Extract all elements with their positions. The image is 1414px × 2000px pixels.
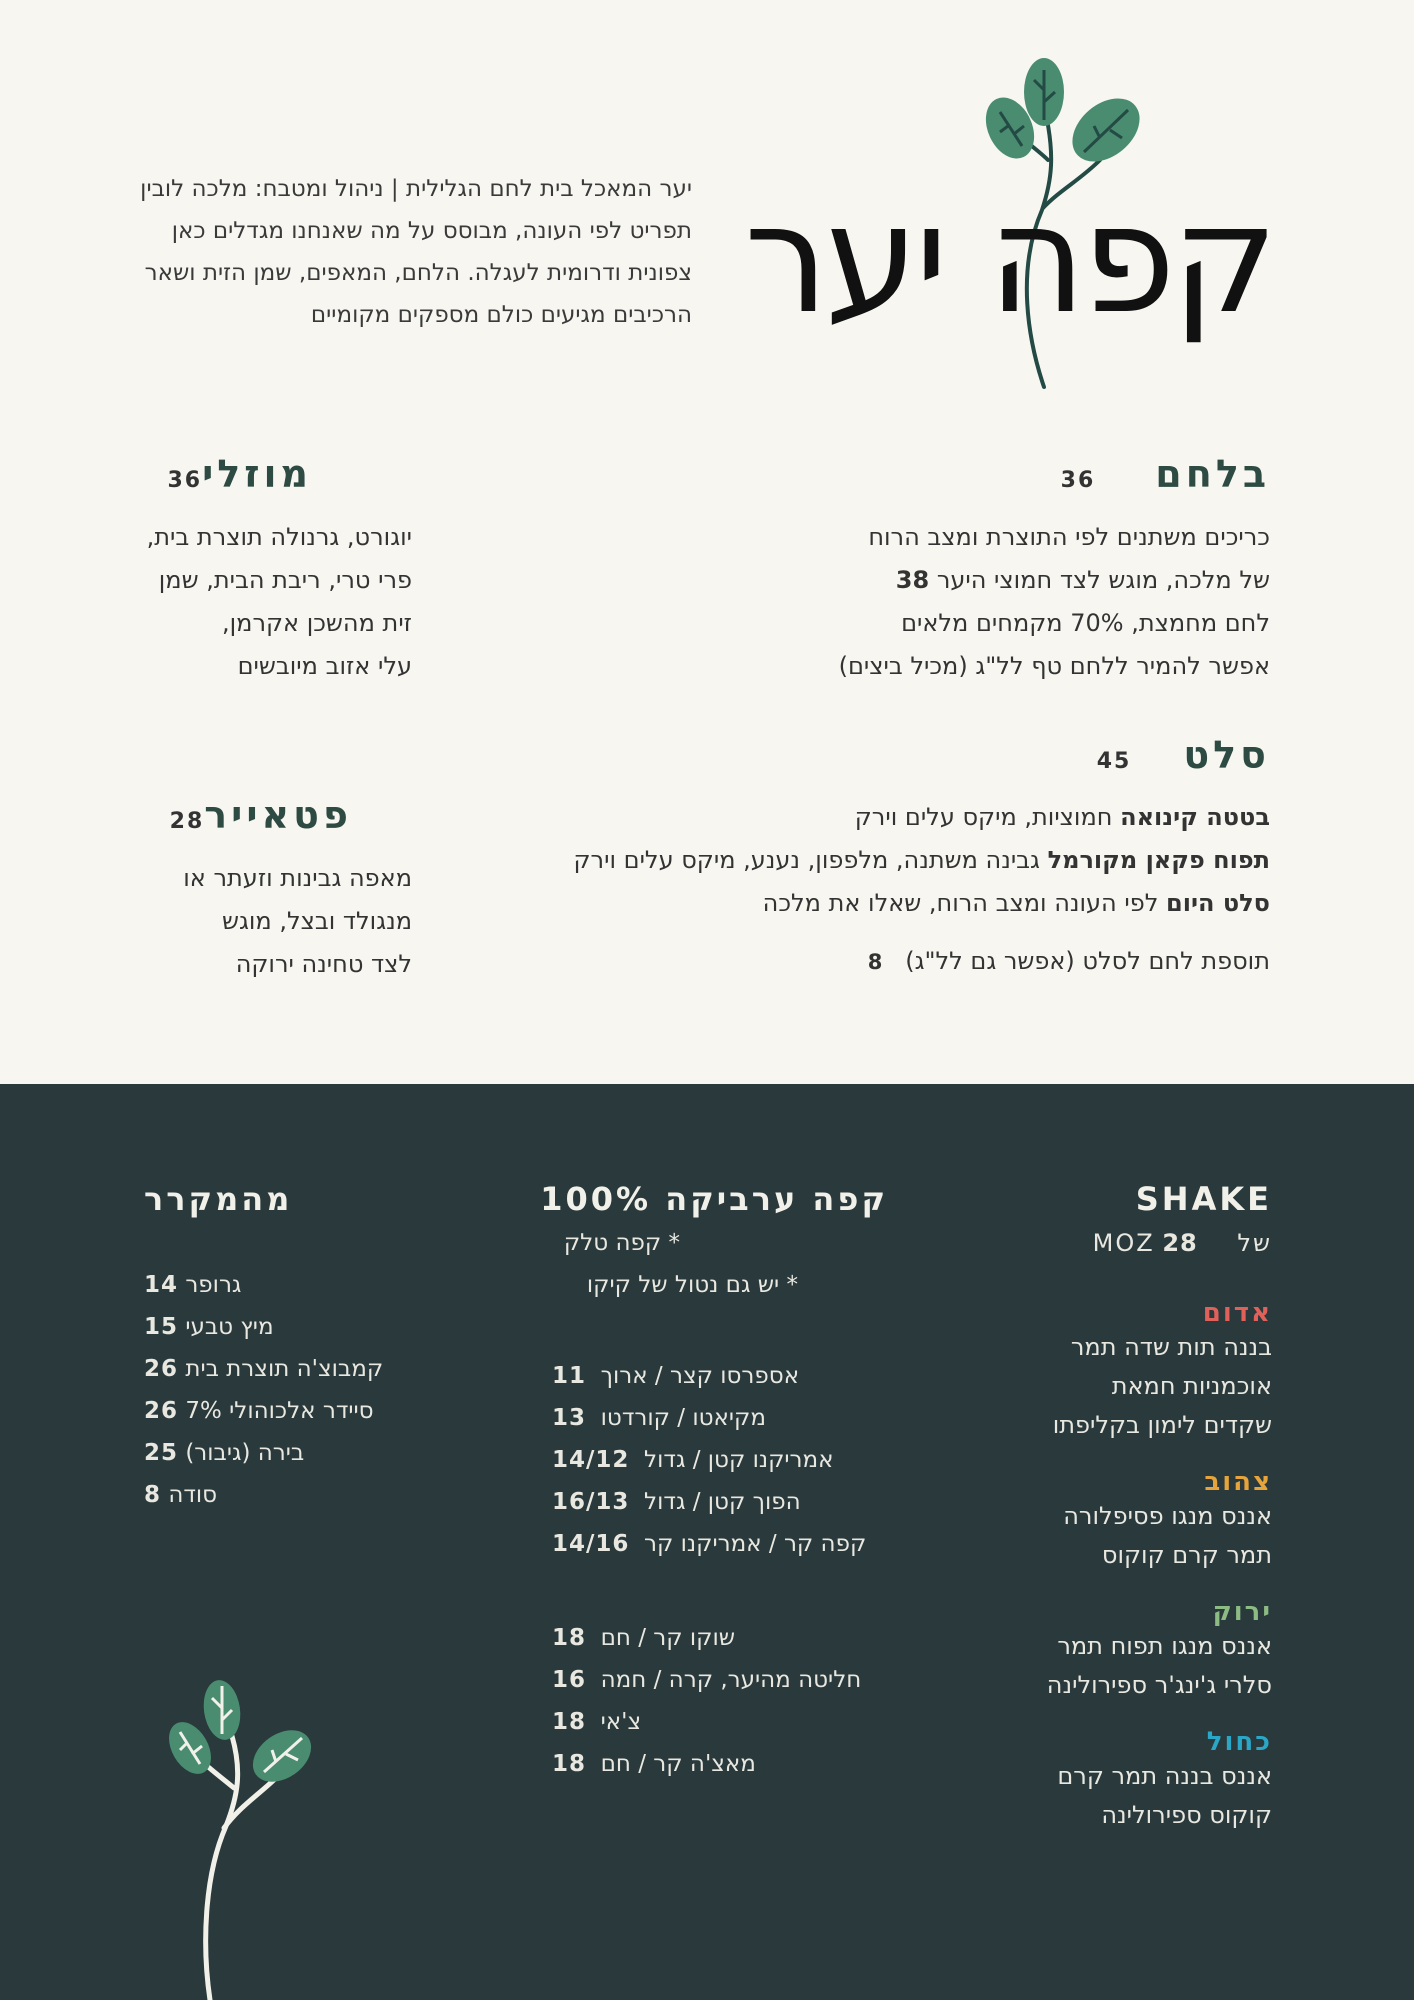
coffee-list <box>552 1355 892 1785</box>
salad-section-header <box>870 733 1270 777</box>
salad-item: סלט היום לפי העונה ומצב הרוח, שאלו את מלכה <box>762 889 1270 917</box>
bread-line: אפשר להמיר ללחם טף לל"ג (מכיל ביצים) <box>838 652 1270 680</box>
muesli-line: זית מהשכן אקרמן, <box>221 609 412 637</box>
shake-group-title: אדום <box>1202 1298 1272 1328</box>
shake-line: אננס מנגו פסיפלורה <box>1063 1502 1272 1530</box>
shake-group-yellow <box>952 1467 1272 1575</box>
shake-subtitle-row <box>972 1222 1272 1264</box>
fridge-item: 26 קמבוצ'ה תוצרת בית <box>144 1356 384 1382</box>
shake-line: אננס מנגו תפוח תמר <box>1057 1632 1272 1660</box>
coffee-item: 14/12 אמריקנו קטן / גדול <box>552 1447 834 1473</box>
shake-group-title: כחול <box>1206 1727 1272 1757</box>
bread-price: 36 <box>1060 468 1096 493</box>
salad-extra-price: 8 <box>867 950 883 974</box>
bread-description <box>710 516 1270 688</box>
fridge-item: 26 סיידר אלכוהולי 7% <box>144 1398 374 1424</box>
bread-line: כריכים משתנים לפי התוצרת ומצב הרוח <box>868 523 1270 551</box>
muesli-title: מוזלי <box>202 452 312 496</box>
shake-line: סלרי ג'ינג'ר ספירולינה <box>1046 1671 1272 1699</box>
fridge-item: 15 מיץ טבעי <box>144 1314 274 1340</box>
muesli-section-header <box>112 452 312 496</box>
shake-group-title: צהוב <box>1204 1467 1272 1497</box>
shake-line: אוכמניות חמאת <box>1111 1372 1272 1400</box>
muesli-line: עלי אזוב מיובשים <box>237 652 412 680</box>
coffee-item: 16 חליטה מהיער, קרה / חמה <box>552 1667 862 1693</box>
fridge-item: 8 סודה <box>144 1482 218 1508</box>
bread-section-header <box>870 452 1270 496</box>
shake-line: אננס בננה תמר קרם <box>1057 1762 1272 1790</box>
coffee-item: 18 שוקו קר / חם <box>552 1625 736 1651</box>
pastry-description <box>112 857 412 986</box>
intro-line: צפונית ודרומית לעגלה. הלחם, המאפים, שמן הזית ושאר <box>144 260 692 286</box>
shake-line: תמר קרם קוקוס <box>1101 1541 1272 1569</box>
salad-extra: תוספת לחם לסלט (אפשר גם לל"ג) 8 <box>867 947 1270 975</box>
intro-line: יער המאכל בית לחם הגלילית | ניהול ומטבח: מלכה לובין <box>140 176 692 202</box>
bread-line: לחם מחמצת, 70% מקמחים מלאים <box>901 609 1270 637</box>
fridge-item: 25 בירה (גיבור) <box>144 1440 305 1466</box>
fridge-list <box>144 1264 464 1516</box>
shake-groups <box>952 1298 1272 1835</box>
sprig-decoration <box>160 1676 320 2000</box>
shake-line: בננה תות שדה תמר <box>1070 1333 1272 1361</box>
coffee-item: 14/16 קפה קר / אמריקנו קר <box>552 1531 867 1557</box>
shake-line: קוקוס ספירולינה <box>1101 1801 1272 1829</box>
coffee-item: 13 מקיאטו / קורדטו <box>552 1405 766 1431</box>
pastry-section-header <box>112 793 352 837</box>
salad-title: סלט <box>1183 733 1270 777</box>
coffee-title: קפה ערביקה 100% <box>540 1180 888 1218</box>
coffee-note: * יש גם נטול של קיקו <box>586 1272 798 1298</box>
pastry-line: מנגולד ובצל, מוגש <box>222 907 412 935</box>
salad-items <box>510 796 1270 984</box>
logo-text: קפה יער <box>744 173 1274 347</box>
bread-alt-price: 38 <box>895 566 930 594</box>
coffee-item: 18 צ'אי <box>552 1709 642 1735</box>
muesli-description <box>112 516 412 688</box>
coffee-item: 16/13 הפוך קטן / גדול <box>552 1489 801 1515</box>
coffee-item: 11 אספרסו קצר / ארוך <box>552 1363 800 1389</box>
shake-line: שקדים לימון בקליפתו <box>1052 1411 1272 1439</box>
intro-line: הרכיבים מגיעים כולם מספקים מקומיים <box>310 302 692 328</box>
muesli-line: יוגורט, גרנולה תוצרת בית, <box>146 523 412 551</box>
muesli-price: 36 <box>167 468 203 493</box>
pastry-line: לצד טחינה ירוקה <box>235 950 412 978</box>
pastry-title: פטאייר <box>204 793 352 837</box>
shake-subtitle: של MOZ <box>1092 1229 1272 1257</box>
shake-group-green <box>952 1597 1272 1705</box>
shake-group-red <box>952 1298 1272 1445</box>
shake-group-title: ירוק <box>1212 1597 1272 1627</box>
shake-group-blue <box>952 1727 1272 1835</box>
salad-item: בטטה קינואה חמוציות, מיקס עלים וירק <box>854 803 1270 831</box>
bread-line: של מלכה, מוגש לצד חמוצי היער 38 <box>895 566 1270 594</box>
pastry-line: מאפה גבינות וזעתר או <box>183 864 412 892</box>
intro-line: תפריט לפי העונה, מבוסס על מה שאנחנו מגדלים כאן <box>171 218 692 244</box>
muesli-line: פרי טרי, ריבת הבית, שמן <box>158 566 412 594</box>
shake-title: SHAKE <box>1135 1180 1272 1218</box>
coffee-item: 18 מאצ'ה קר / חם <box>552 1751 756 1777</box>
salad-price: 45 <box>1096 749 1132 774</box>
bread-title: בלחם <box>1155 452 1270 496</box>
pastry-price: 28 <box>169 809 205 834</box>
shake-price: 28 <box>1162 1229 1198 1257</box>
salad-item: תפוח פקאן מקורמל גבינה משתנה, מלפפון, נענע, מיקס עלים וירק <box>573 846 1270 874</box>
coffee-note: * קפה טלק <box>563 1230 680 1256</box>
fridge-title: מהמקרר <box>144 1180 293 1218</box>
fridge-item: 14 גרופר <box>144 1272 242 1298</box>
coffee-notes <box>552 1222 872 1306</box>
intro-paragraph <box>92 168 692 336</box>
